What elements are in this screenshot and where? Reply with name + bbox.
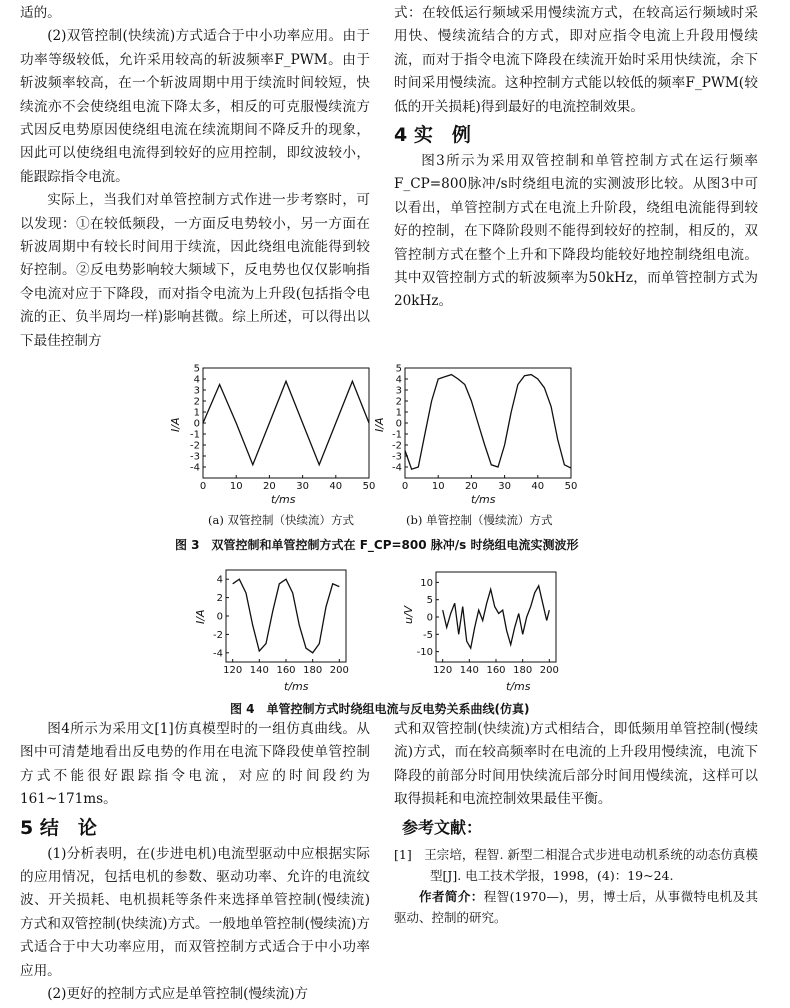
x-tick-label: 0	[199, 481, 207, 492]
y-tick-label: 3	[395, 385, 402, 397]
y-tick-label: 0	[193, 418, 200, 430]
y-tick-label: 5	[193, 363, 200, 375]
plot-frame	[203, 368, 369, 478]
paragraph: 实际上，当我们对单管控制方式作进一步考察时，可以发现：①在较低频段，一方面反电势较小，另一方面在斩波周期中有较长时间用于续流，因此绕组电流能得到较好控制。②反电势影响较大频域下，反电势也仅仅影响指令电流对应于下降段，而对指令电流为上升段(包括指令电流的正、负半周均一样)影响甚微。综上所述，可以得出以下最佳控制方	[20, 192, 370, 349]
x-tick-label: 50	[362, 481, 376, 492]
x-axis-label: t/ms	[271, 493, 296, 506]
y-axis-label: I/A	[169, 417, 182, 432]
x-tick-label: 20	[465, 481, 478, 492]
x-tick-label: 10	[431, 481, 445, 492]
y-tick-label: 2	[216, 593, 223, 605]
y-tick-label: -2	[190, 440, 200, 452]
x-tick-label: 30	[296, 481, 309, 492]
right-column-top	[394, 2, 758, 314]
paragraph: 式和双管控制(快续流)方式相结合，即低频用单管控制(慢续流)方式，而在较高频率时在电流的上升段用慢续流，电流下降段的前部分时间用快续流后部分时间用慢续流，这样可以取得损耗和电流控制效果最佳平衡。	[394, 721, 758, 808]
y-tick-label: -5	[423, 629, 433, 641]
left-column-bottom	[20, 718, 370, 1006]
x-tick-label: 120	[433, 665, 453, 676]
y-axis-label: u/V	[402, 605, 415, 624]
right-column-bottom	[394, 718, 758, 928]
series-line	[233, 579, 340, 653]
series-line	[405, 375, 571, 470]
y-tick-label: 5	[395, 363, 402, 375]
y-tick-label: 4	[216, 574, 223, 586]
figure-3a-chart	[190, 364, 375, 493]
references-heading: 参考文献：	[402, 817, 483, 837]
y-axis-label: I/A	[194, 609, 207, 624]
x-tick-label: 140	[459, 665, 479, 676]
x-tick-label: 180	[303, 665, 323, 676]
x-tick-label: 0	[401, 481, 409, 492]
author-bio-text: 程智(1970—)，男，博士后，从事微特电机及其驱动、控制的研究。	[394, 888, 758, 925]
paragraph: 图3所示为采用双管控制和单管控制方式在运行频率F_CP=800脉冲/s时绕组电流的实测波形比较。从图3中可以看出，单管控制方式在电流上升阶段，绕组电流能得到较好的控制，在下降阶段则不能得到较好的控制，相反的，双管控制方式在整个上升和下降段均能较好地控制绕组电流。其中双管控制方式的斩波频率为50kHz，而单管控制方式为20kHz。	[394, 153, 758, 310]
y-tick-label: 1	[193, 407, 200, 419]
paragraph: 适的。	[20, 5, 61, 21]
paragraph: 图4所示为采用文[1]仿真模型时的一组仿真曲线。从图中可清楚地看出反电势的作用在电流下降段使单管控制方式不能很好跟踪指令电流，对应的时间段约为161~171ms。	[20, 721, 370, 808]
figure-4a-chart	[213, 570, 349, 676]
reference-item: [1] 王宗培，程智. 新型二相混合式步进电动机系统的动态仿真模型[J]. 电工技术学报，1998，(4)：19~24.	[394, 846, 758, 883]
x-tick-label: 200	[329, 665, 349, 676]
x-tick-label: 20	[263, 481, 276, 492]
y-tick-label: -3	[392, 451, 402, 463]
y-tick-label: -2	[392, 440, 402, 452]
x-tick-label: 40	[329, 481, 343, 492]
section-heading: 4 实 例	[394, 124, 471, 147]
x-tick-label: 200	[539, 665, 559, 676]
x-tick-label: 180	[513, 665, 533, 676]
paragraph: 式：在较低运行频域采用慢续流方式，在较高运行频域时采用快、慢续流结合的方式，即对应指令电流上升段用慢续流，而对于指令电流下降段在续流开始时采用快续流，余下时间采用慢续流。这种控制方式能以较低的频率F_PWM(较低的开关损耗)得到最好的电流控制效果。	[394, 5, 758, 115]
y-tick-label: 0	[426, 612, 433, 624]
y-tick-label: 3	[193, 385, 200, 397]
y-tick-label: 5	[426, 595, 433, 607]
figure-3	[165, 360, 595, 510]
y-tick-label: 0	[395, 418, 402, 430]
y-tick-label: 4	[193, 374, 200, 386]
x-tick-label: 120	[223, 665, 243, 676]
y-tick-label: -1	[392, 429, 402, 441]
author-bio-label: 作者简介：	[419, 888, 484, 904]
y-tick-label: 2	[395, 396, 402, 408]
y-tick-label: -3	[190, 451, 200, 463]
figure-3b-chart	[392, 364, 577, 493]
y-tick-label: 10	[420, 577, 433, 589]
plot-frame	[405, 368, 571, 478]
x-axis-label: t/ms	[471, 493, 496, 506]
paragraph: (2)更好的控制方式应是单管控制(慢续流)方	[47, 986, 309, 1003]
paragraph: (2)双管控制(快续流)方式适合于中小功率应用。由于功率等级较低，允许采用较高的斩波频率F_PWM。由于斩波频率较高，在一个斩波周期中用于续流时间较短，快续流亦不会使绕组电流下降太多，相反的可克服慢续流方式因反电势原因使绕组电流在续流期间不降反升的现象，因此可以使绕组电流得到较好的应用控制，即纹波较小，能跟踪指令电流。	[20, 28, 370, 185]
x-tick-label: 30	[498, 481, 511, 492]
y-tick-label: -4	[190, 462, 200, 474]
figure-3-caption: 图 3 双管控制和单管控制方式在 F_CP=800 脉冲/s 时绕组电流实测波形	[175, 538, 579, 552]
paragraph: (1)分析表明，在(步进电机)电流型驱动中应根据实际的应用情况，包括电机的参数、驱动功率、允许的电流纹波、开关损耗、电机损耗等条件来选择单管控制(慢续流)方式和双管控制(快续流)方式。一般地单管控制(慢续流)方式适合于中大功率应用，而双管控制方式适合于中小功率应用。	[20, 845, 370, 979]
figure-3b-caption: (b) 单管控制（慢续流）方式	[406, 513, 553, 527]
x-axis-label: t/ms	[506, 680, 531, 693]
y-tick-label: 1	[395, 407, 402, 419]
y-tick-label: -4	[392, 462, 402, 474]
left-column-top	[20, 2, 370, 353]
section-heading: 5 结 论	[20, 816, 97, 839]
y-tick-label: 0	[216, 611, 223, 623]
y-tick-label: 4	[395, 374, 402, 386]
figure-4	[190, 562, 590, 697]
x-axis-label: t/ms	[284, 680, 309, 693]
x-tick-label: 40	[531, 481, 545, 492]
series-line	[443, 586, 550, 648]
plot-frame	[436, 572, 556, 662]
x-tick-label: 140	[249, 665, 269, 676]
series-line	[203, 381, 369, 465]
x-tick-label: 160	[276, 665, 296, 676]
figure-3a-caption: (a) 双管控制（快续流）方式	[208, 513, 354, 527]
figure-4b-chart	[417, 572, 559, 676]
author-bio	[394, 886, 758, 928]
y-tick-label: 2	[193, 396, 200, 408]
x-tick-label: 10	[229, 481, 243, 492]
x-tick-label: 160	[486, 665, 506, 676]
figure-4-caption: 图 4 单管控制方式时绕组电流与反电势关系曲线(仿真)	[230, 702, 530, 716]
y-axis-label: I/A	[373, 417, 386, 432]
y-tick-label: -1	[190, 429, 200, 441]
y-tick-label: -2	[213, 629, 223, 641]
plot-frame	[226, 570, 346, 662]
y-tick-label: -10	[416, 647, 433, 659]
x-tick-label: 50	[564, 481, 578, 492]
y-tick-label: -4	[213, 648, 223, 660]
